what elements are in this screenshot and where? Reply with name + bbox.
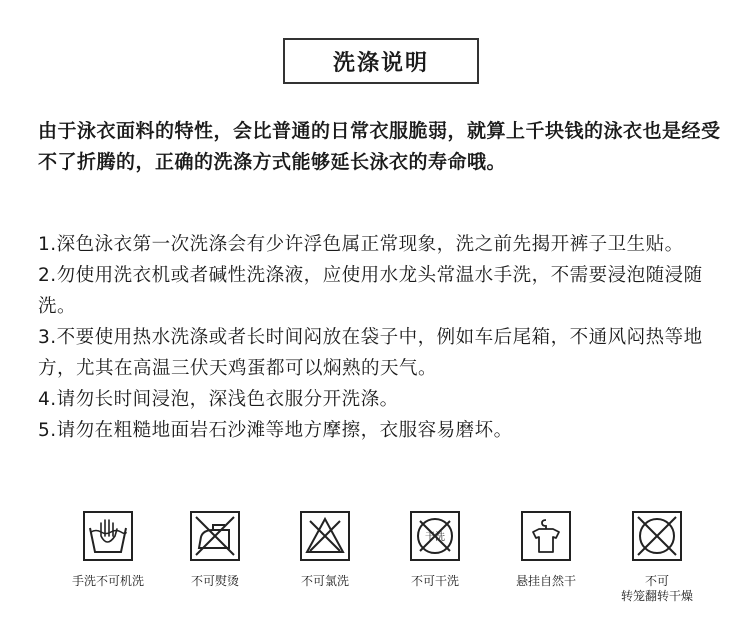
care-symbol-no-dry-clean bbox=[380, 510, 490, 589]
care-symbols-row bbox=[55, 510, 735, 610]
page-title: 洗涤说明 bbox=[332, 50, 429, 76]
rule-item: 3.不要使用热水洗涤或者长时间闷放在袋子中，例如车后尾箱，不通风闷热等地方，尤其在高温三伏天鸡蛋都可以焖熟的天气。 bbox=[38, 327, 703, 379]
washing-rules-list bbox=[38, 229, 728, 446]
care-label: 不可熨烫 bbox=[190, 574, 239, 588]
care-label: 不可 转笼翻转干燥 bbox=[620, 574, 693, 603]
care-symbol-no-bleach bbox=[270, 510, 380, 589]
care-symbol-hang-dry bbox=[491, 510, 601, 589]
hand-wash-icon bbox=[82, 510, 134, 562]
care-label: 不可干洗 bbox=[410, 574, 459, 588]
care-label: 手洗不可机洗 bbox=[71, 574, 144, 588]
rule-item: 4.请勿长时间浸泡，深浅色衣服分开洗涤。 bbox=[38, 389, 399, 410]
rule-item: 5.请勿在粗糙地面岩石沙滩等地方摩擦，衣服容易磨坏。 bbox=[38, 420, 513, 441]
intro-paragraph: 由于泳衣面料的特性，会比普通的日常衣服脆弱，就算上千块钱的泳衣也是经受不了折腾的，正确的洗涤方式能够延长泳衣的寿命哦。 bbox=[38, 120, 721, 173]
no-tumble-dry-icon bbox=[631, 510, 683, 562]
no-iron-icon bbox=[189, 510, 241, 562]
care-symbol-no-tumble-dry bbox=[602, 510, 712, 604]
title-box bbox=[283, 38, 479, 84]
care-label: 不可氯洗 bbox=[300, 574, 349, 588]
no-dry-clean-icon bbox=[409, 510, 461, 562]
care-symbol-hand-wash bbox=[53, 510, 163, 589]
no-bleach-icon bbox=[299, 510, 351, 562]
rule-item: 1.深色泳衣第一次洗涤会有少许浮色属正常现象，洗之前先揭开裤子卫生贴。 bbox=[38, 234, 684, 255]
rule-item: 2.勿使用洗衣机或者碱性洗涤液，应使用水龙头常温水手洗，不需要浸泡随浸随洗。 bbox=[38, 265, 703, 317]
dry-clean-icon-text: 干洗 bbox=[425, 532, 445, 543]
care-label: 悬挂自然干 bbox=[515, 574, 576, 588]
hang-dry-icon bbox=[520, 510, 572, 562]
care-symbol-no-iron bbox=[160, 510, 270, 589]
